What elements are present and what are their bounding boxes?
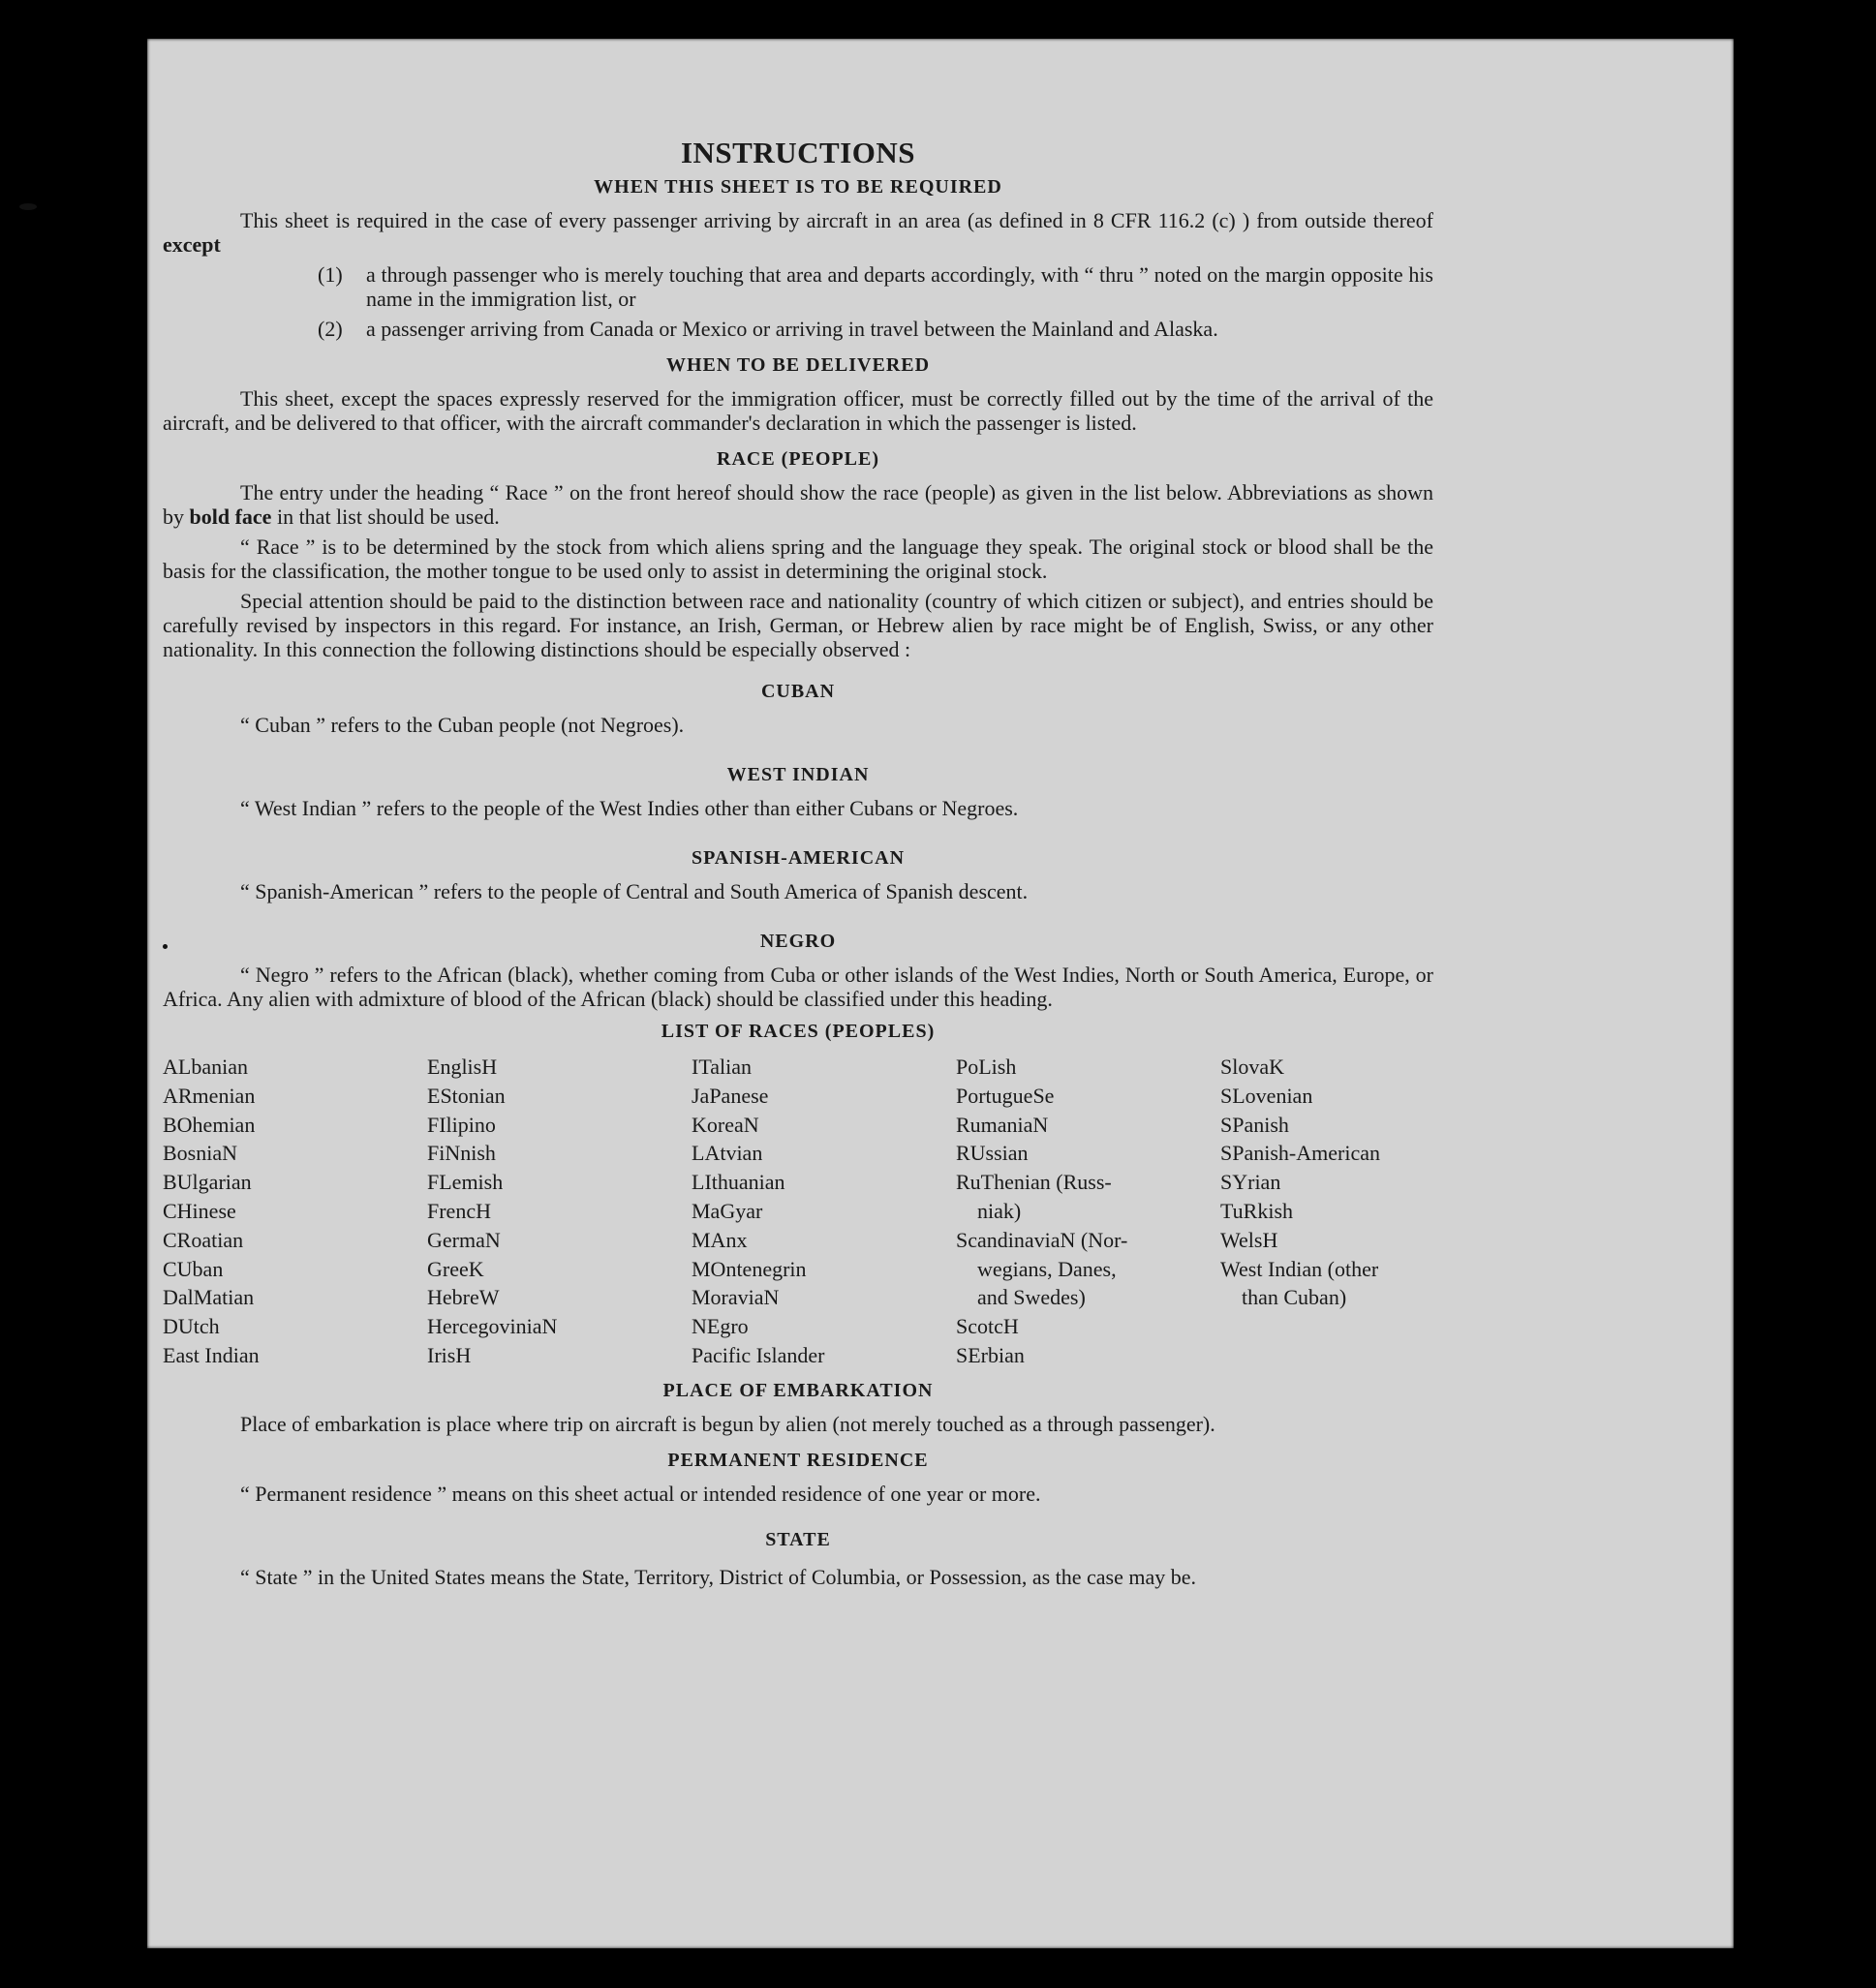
race-entry: EStonian — [427, 1083, 506, 1108]
race-entry: SLovenian — [1220, 1083, 1313, 1108]
state-paragraph: “ State ” in the United States means the State, Territory, District of Columbia, or Possession, as the case may be. — [240, 1564, 1197, 1589]
race-entry: LAtvian — [692, 1141, 763, 1166]
race-entry: DUtch — [163, 1314, 220, 1339]
heading-required: WHEN THIS SHEET IS TO BE REQUIRED — [594, 176, 1002, 198]
exception-item: (2) a passenger arriving from Canada or Mexico or arriving in travel between the Mainland and Alaska. — [318, 317, 1218, 341]
negro-paragraph: “ Negro ” refers to the African (black), whether coming from Cuba or other islands of the West Indies, North or South America, Europe, or Africa. Any alien with admixture of blood of the African (black) should be classified under this heading. — [163, 963, 1433, 1011]
race-entry-continuation: niak) — [977, 1198, 1022, 1223]
embarkation-paragraph: Place of embarkation is place where trip on aircraft is begun by alien (not merely touched as a through passenger). — [240, 1411, 1215, 1436]
race-entry: PortugueSe — [956, 1083, 1055, 1108]
residence-paragraph: “ Permanent residence ” means on this sheet actual or intended residence of one year or more. — [240, 1481, 1041, 1506]
heading-cuban: CUBAN — [760, 681, 836, 702]
race-entry: FrencH — [427, 1198, 491, 1223]
races-column — [692, 1053, 956, 1370]
race-entry: CUban — [163, 1256, 224, 1281]
race-entry: HercegoviniaN — [427, 1314, 558, 1339]
race-paragraph-1: The entry under the heading “ Race ” on the front hereof should show the race (people) as given in the list below. Abbreviations as shown by bold face in that list should be used. — [163, 480, 1433, 529]
race-entry: BosniaN — [163, 1141, 237, 1166]
race-entry: West Indian (other — [1220, 1256, 1379, 1281]
race-entry: MAnx — [692, 1227, 748, 1252]
race-entry: GermaN — [427, 1227, 501, 1252]
west-indian-paragraph: “ West Indian ” refers to the people of the West Indies other than either Cubans or Negroes. — [240, 796, 1019, 820]
required-paragraph: This sheet is required in the case of every passenger arriving by aircraft in an area (as defined in 8 CFR 116.2 (c) ) from outside thereof except — [163, 208, 1433, 257]
race-entry: KoreaN — [692, 1112, 759, 1137]
race-entry-continuation: wegians, Danes, — [977, 1256, 1117, 1281]
race-entry: ARmenian — [163, 1083, 256, 1108]
race-entry: SYrian — [1220, 1170, 1281, 1195]
races-column — [163, 1053, 427, 1370]
race-entry: ITalian — [692, 1055, 752, 1079]
race-entry: WelsH — [1220, 1227, 1278, 1252]
race-entry: RuThenian (Russ- — [956, 1170, 1112, 1195]
heading-spanish-american: SPANISH-AMERICAN — [691, 847, 906, 869]
heading-west-indian: WEST INDIAN — [726, 764, 870, 785]
race-entry: Pacific Islander — [692, 1342, 825, 1367]
race-entry: BUlgarian — [163, 1170, 252, 1195]
race-entry: FLemish — [427, 1170, 504, 1195]
race-entry: IrisH — [427, 1342, 472, 1367]
race-entry: GreeK — [427, 1256, 484, 1281]
heading-negro: NEGRO — [759, 931, 837, 952]
race-paragraph-3: Special attention should be paid to the distinction between race and nationality (country of which citizen or subject), and entries should be carefully revised by inspectors in this regard. For instance, an Irish, German, or Hebrew alien by race might be of English, Swiss, or any other nationality. In this connection the following distinctions should be especially observed : — [163, 589, 1433, 661]
race-entry: PoLish — [956, 1055, 1017, 1079]
races-column — [956, 1053, 1220, 1370]
exception-item: (1) a through passenger who is merely touching that area and departs accordingly, with “ thru ” noted on the margin opposite his name in the immigration list, or — [318, 262, 1433, 311]
race-entry: TuRkish — [1220, 1198, 1294, 1223]
page-title: INSTRUCTIONS — [680, 136, 915, 169]
race-entry: MoraviaN — [692, 1285, 780, 1310]
delivered-paragraph: This sheet, except the spaces expressly reserved for the immigration officer, must be correctly filled out by the time of the arrival of the aircraft, and be delivered to that officer, with the aircraft commander's declaration in which the passenger is listed. — [163, 386, 1433, 435]
races-table — [163, 1053, 1433, 1370]
races-column — [1220, 1053, 1433, 1370]
race-entry-continuation: than Cuban) — [1242, 1285, 1347, 1310]
race-entry: EnglisH — [427, 1055, 498, 1079]
spanish-american-paragraph: “ Spanish-American ” refers to the people of Central and South America of Spanish descent. — [240, 879, 1029, 903]
race-entry-continuation: and Swedes) — [977, 1285, 1086, 1310]
heading-embarkation: PLACE OF EMBARKATION — [662, 1379, 934, 1401]
race-entry: CRoatian — [163, 1227, 244, 1252]
race-entry: RumaniaN — [956, 1112, 1049, 1137]
race-entry: SPanish-American — [1220, 1141, 1380, 1166]
race-entry: FiNnish — [427, 1141, 496, 1166]
heading-permanent-residence: PERMANENT RESIDENCE — [667, 1449, 929, 1471]
race-entry: ALbanian — [163, 1055, 248, 1079]
heading-list-of-races: LIST OF RACES (PEOPLES) — [661, 1021, 936, 1042]
scan-speck — [19, 203, 37, 210]
race-entry: SPanish — [1220, 1112, 1289, 1137]
race-entry: FIlipino — [427, 1112, 496, 1137]
race-entry: RUssian — [956, 1141, 1029, 1166]
race-entry: CHinese — [163, 1198, 236, 1223]
race-entry: MOntenegrin — [692, 1256, 807, 1281]
race-entry: JaPanese — [692, 1083, 769, 1108]
race-entry: LIthuanian — [692, 1170, 785, 1195]
race-entry: ScotcH — [956, 1314, 1019, 1339]
race-entry: BOhemian — [163, 1112, 256, 1137]
race-entry: MaGyar — [692, 1198, 763, 1223]
races-column — [427, 1053, 692, 1370]
race-entry: East Indian — [163, 1342, 260, 1367]
race-entry: SErbian — [956, 1342, 1025, 1367]
race-entry: DalMatian — [163, 1285, 255, 1310]
race-entry: HebreW — [427, 1285, 500, 1310]
heading-delivered: WHEN TO BE DELIVERED — [665, 354, 931, 376]
instructions-content — [163, 136, 1433, 1593]
heading-race: RACE (PEOPLE) — [717, 448, 879, 470]
race-paragraph-2: “ Race ” is to be determined by the stock from which aliens spring and the language they speak. The original stock or blood shall be the basis for the classification, the mother tongue to be used only to assist in determining the original stock. — [163, 535, 1433, 583]
race-entry: ScandinaviaN (Nor- — [956, 1227, 1128, 1252]
cuban-paragraph: “ Cuban ” refers to the Cuban people (not Negroes). — [240, 713, 685, 737]
race-entry: NEgro — [692, 1314, 749, 1339]
race-entry: SlovaK — [1220, 1055, 1284, 1079]
heading-state: STATE — [765, 1528, 831, 1550]
